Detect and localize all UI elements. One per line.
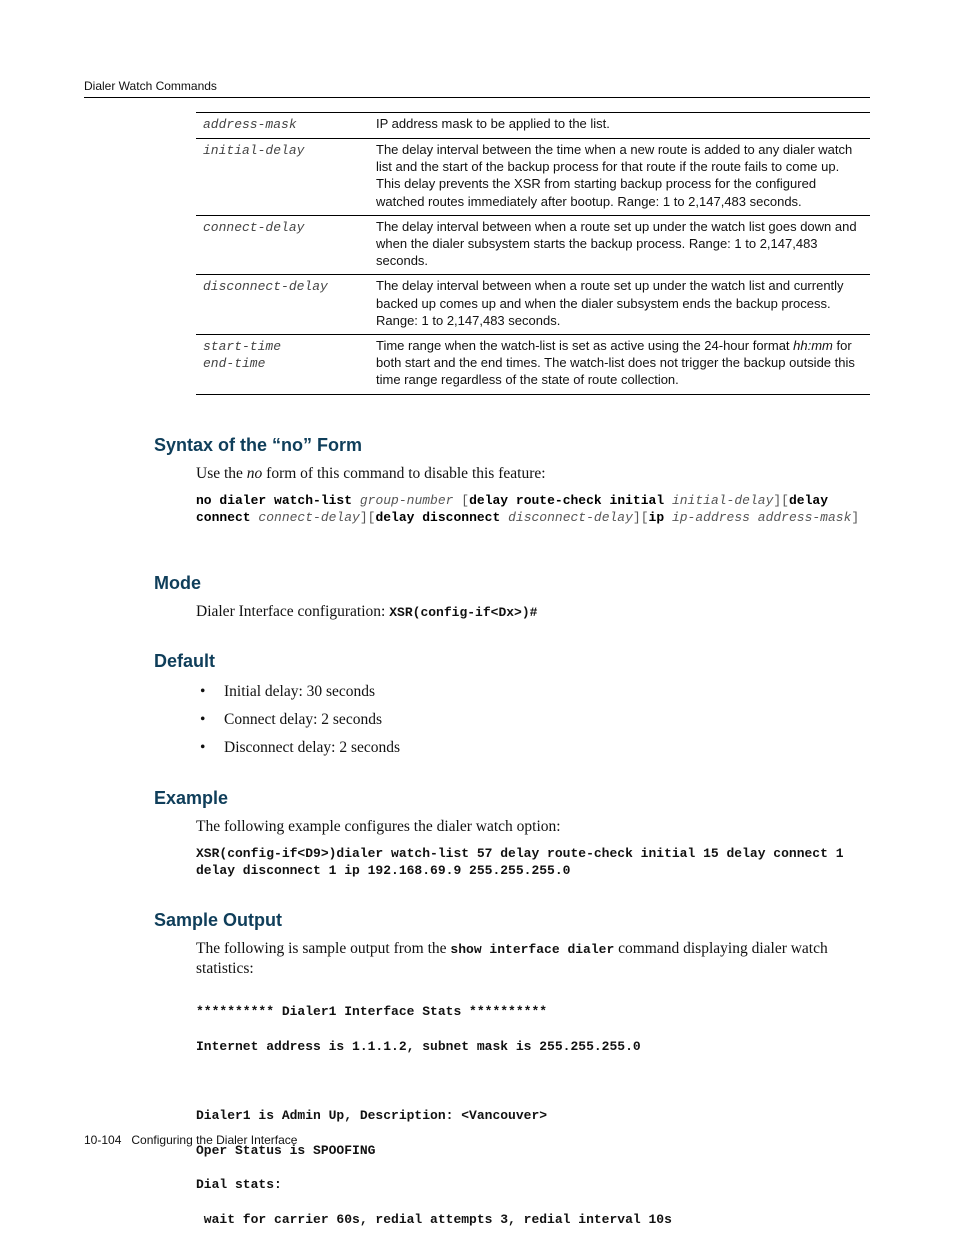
param-description: Time range when the watch-list is set as active using the 24-hour format hh:mm for both start and the end times. The watch-list does not trigger the backup outside this time range regardless of the state of route collection. <box>370 335 870 395</box>
param-description: The delay interval between the time when a new route is added to any dialer watch list and the start of the backup process for that route if the route fails to come up. This delay prevents the XSR from starting backup process for the configured watched routes immediately after bootup. Range: 1 to 2,147,483 seconds. <box>370 139 870 216</box>
param-description: The delay interval between when a route set up under the watch list goes down and when the dialer subsystem starts the backup process. Range: 1 to 2,147,483 seconds. <box>370 215 870 275</box>
output-line: Dial stats: <box>196 1177 282 1193</box>
example-intro: The following example configures the dialer watch option: <box>196 818 561 835</box>
param-name: connect-delay <box>196 215 370 275</box>
page-number: 10-104 <box>84 1133 122 1147</box>
sample-output-block <box>196 986 672 1245</box>
mode-text: Dialer Interface configuration: XSR(config-if<Dx>)# <box>196 603 538 620</box>
param-name: start-time end-time <box>196 335 370 395</box>
list-item: • Initial delay: 30 seconds <box>200 683 376 700</box>
output-line: wait for carrier 60s, redial attempts 3, redial interval 10s <box>196 1211 672 1227</box>
section-heading-sample-output: Sample Output <box>154 910 283 930</box>
sample-output-intro: The following is sample output from the show interface dialer command displaying dialer watch statistics: <box>196 940 828 977</box>
parameter-table <box>196 112 870 395</box>
table-row <box>196 113 870 139</box>
list-item: • Disconnect delay: 2 seconds <box>200 739 401 756</box>
page-footer <box>84 1133 297 1147</box>
output-line: Dialer1 is Admin Up, Description: <Vancouver> <box>196 1108 548 1124</box>
chapter-title: Configuring the Dialer Interface <box>131 1133 298 1147</box>
param-description: The delay interval between when a route set up under the watch list and currently backed up comes up and when the dialer subsystem ends the backup process. Range: 1 to 2,147,483 seconds. <box>370 275 870 335</box>
param-name: initial-delay <box>196 139 370 216</box>
bullet-icon: • <box>200 711 206 728</box>
table-row <box>196 215 870 275</box>
section-heading-syntax-no: Syntax of the “no” Form <box>154 435 363 455</box>
syntax-no-command: no dialer watch-list group-number [delay route-check initial initial-delay][delay connect connect-delay][delay disconnect disconnect-delay][ip ip-address address-mask] <box>196 493 860 526</box>
output-line: Internet address is 1.1.1.2, subnet mask is 255.255.255.0 <box>196 1038 641 1054</box>
default-list <box>196 683 400 767</box>
running-header: Dialer Watch Commands <box>84 79 217 93</box>
list-item: • Connect delay: 2 seconds <box>200 711 382 728</box>
param-name: disconnect-delay <box>196 275 370 335</box>
param-name: address-mask <box>196 113 370 139</box>
output-line: Oper Status is SPOOFING <box>196 1142 376 1158</box>
bullet-icon: • <box>200 683 206 700</box>
table-row <box>196 275 870 335</box>
param-description: IP address mask to be applied to the list. <box>370 113 870 139</box>
mode-prompt: XSR(config-if<Dx>)# <box>389 605 538 620</box>
example-command: XSR(config-if<D9>)dialer watch-list 57 delay route-check initial 15 delay connect 1 delay disconnect 1 ip 192.168.69.9 255.255.255.0 <box>196 846 852 879</box>
table-row <box>196 139 870 216</box>
section-heading-example: Example <box>154 788 229 808</box>
output-line: ********** Dialer1 Interface Stats ********** <box>196 1004 548 1020</box>
output-line <box>196 1072 672 1089</box>
section-heading-mode: Mode <box>154 573 201 593</box>
syntax-no-intro: Use the no form of this command to disable this feature: <box>196 465 546 482</box>
bullet-icon: • <box>200 739 206 756</box>
header-rule <box>84 97 870 98</box>
section-heading-default: Default <box>154 651 216 671</box>
table-row <box>196 335 870 395</box>
